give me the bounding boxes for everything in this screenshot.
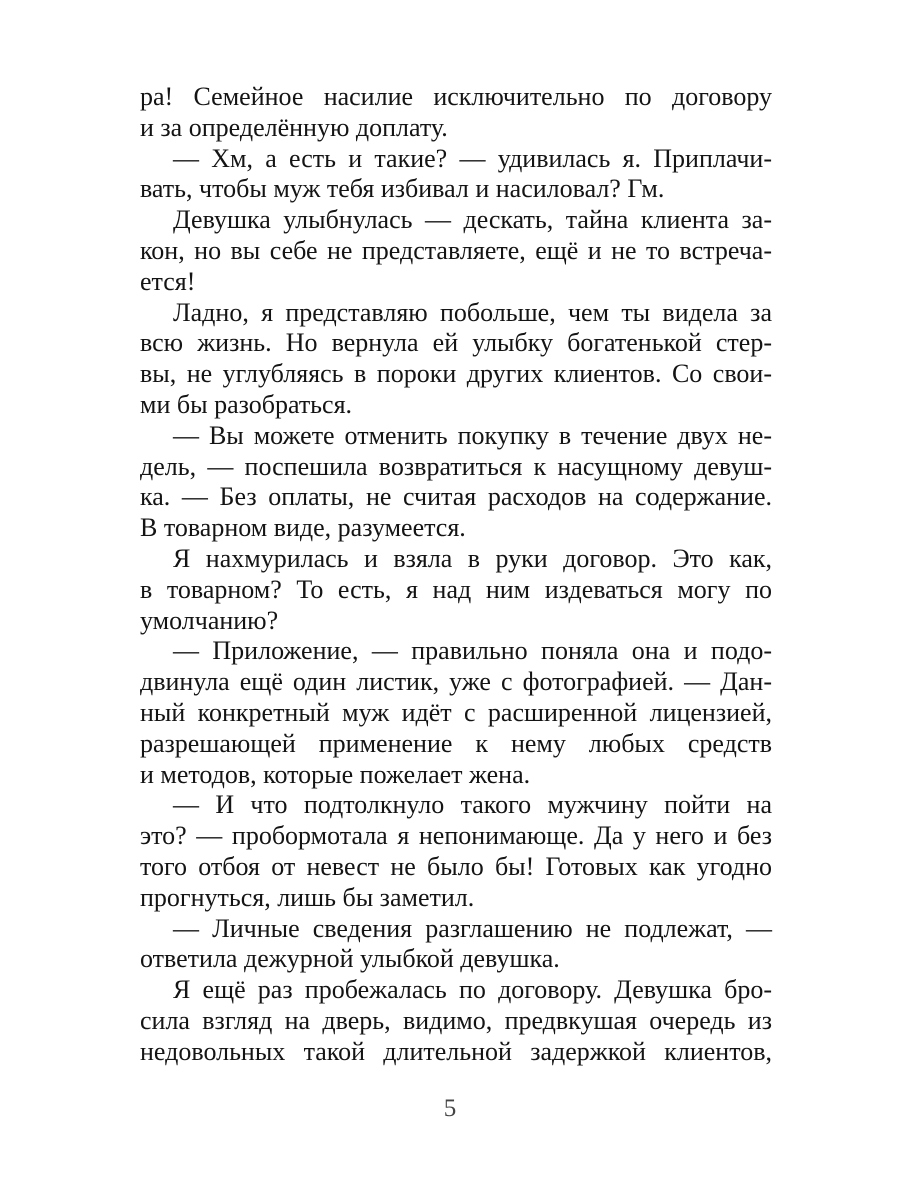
text-line: ется! [140, 266, 196, 296]
text-line: — И что подтолкнуло такого мужчину пойти на [173, 790, 772, 820]
text-line: — Приложение, — правильно поняла она и подо- [173, 636, 772, 666]
text-line: ра! Семейное насилие исключительно по договору [140, 82, 772, 111]
text-line: разрешающей применение к нему любых средств [140, 728, 772, 758]
page-number: 5 [443, 1095, 457, 1122]
text-line: умолчанию? [140, 605, 279, 635]
text-line: ный конкретный муж идёт с расширенной лицензией, [140, 697, 772, 727]
text-line: сила взгляд на дверь, видимо, предвкушая очередь из [140, 1005, 772, 1035]
text-line: и методов, которые пожелает жена. [140, 759, 531, 789]
text-line: — Хм, а есть и такие? — удивилась я. Приплачи- [173, 143, 772, 173]
text-line: прогнуться, лишь бы заметил. [140, 882, 475, 912]
text-line: в товарном? То есть, я над ним издеваться могу по [140, 574, 772, 604]
text-line: Я ещё раз пробежалась по договору. Девушка бро- [173, 975, 772, 1005]
text-line: кон, но вы себе не представляете, ещё и не то встреча- [140, 235, 772, 265]
text-line: — Личные сведения разглашению не подлежат, — [173, 913, 772, 943]
text-line: вать, чтобы муж тебя избивал и насиловал? Гм. [140, 174, 665, 204]
text-line: Ладно, я представляю побольше, чем ты видела за [173, 297, 772, 327]
text-line: дель, — поспешила возвратиться к насущному девуш- [140, 451, 772, 481]
text-line: ответила дежурной улыбкой девушка. [140, 944, 560, 974]
text-line: и за определённую доплату. [140, 112, 448, 142]
text-line: вы, не углубляясь в пороки других клиентов. Со свои- [140, 359, 772, 389]
text-line: всю жизнь. Но вернула ей улыбку богатенькой стер- [140, 328, 772, 358]
text-line: Я нахмурилась и взяла в руки договор. Это как, [173, 543, 772, 573]
text-line: ка. — Без оплаты, не считая расходов на содержание. [140, 482, 772, 512]
text-line: недовольных такой длительной задержкой клиентов, [140, 1036, 772, 1066]
text-line: двинула ещё один листик, уже с фотографией. — Дан- [140, 667, 772, 697]
page-text-body [140, 82, 772, 1068]
text-line: это? — пробормотала я непонимающе. Да у него и без [140, 821, 772, 851]
text-line: Девушка улыбнулась — дескать, тайна клиента за- [173, 205, 772, 235]
text-line: В товарном виде, разумеется. [140, 513, 466, 543]
text-line: — Вы можете отменить покупку в течение двух не- [173, 420, 772, 450]
text-line: того отбоя от невест не было бы! Готовых как угодно [140, 851, 772, 881]
text-line: ми бы разобраться. [140, 389, 353, 419]
